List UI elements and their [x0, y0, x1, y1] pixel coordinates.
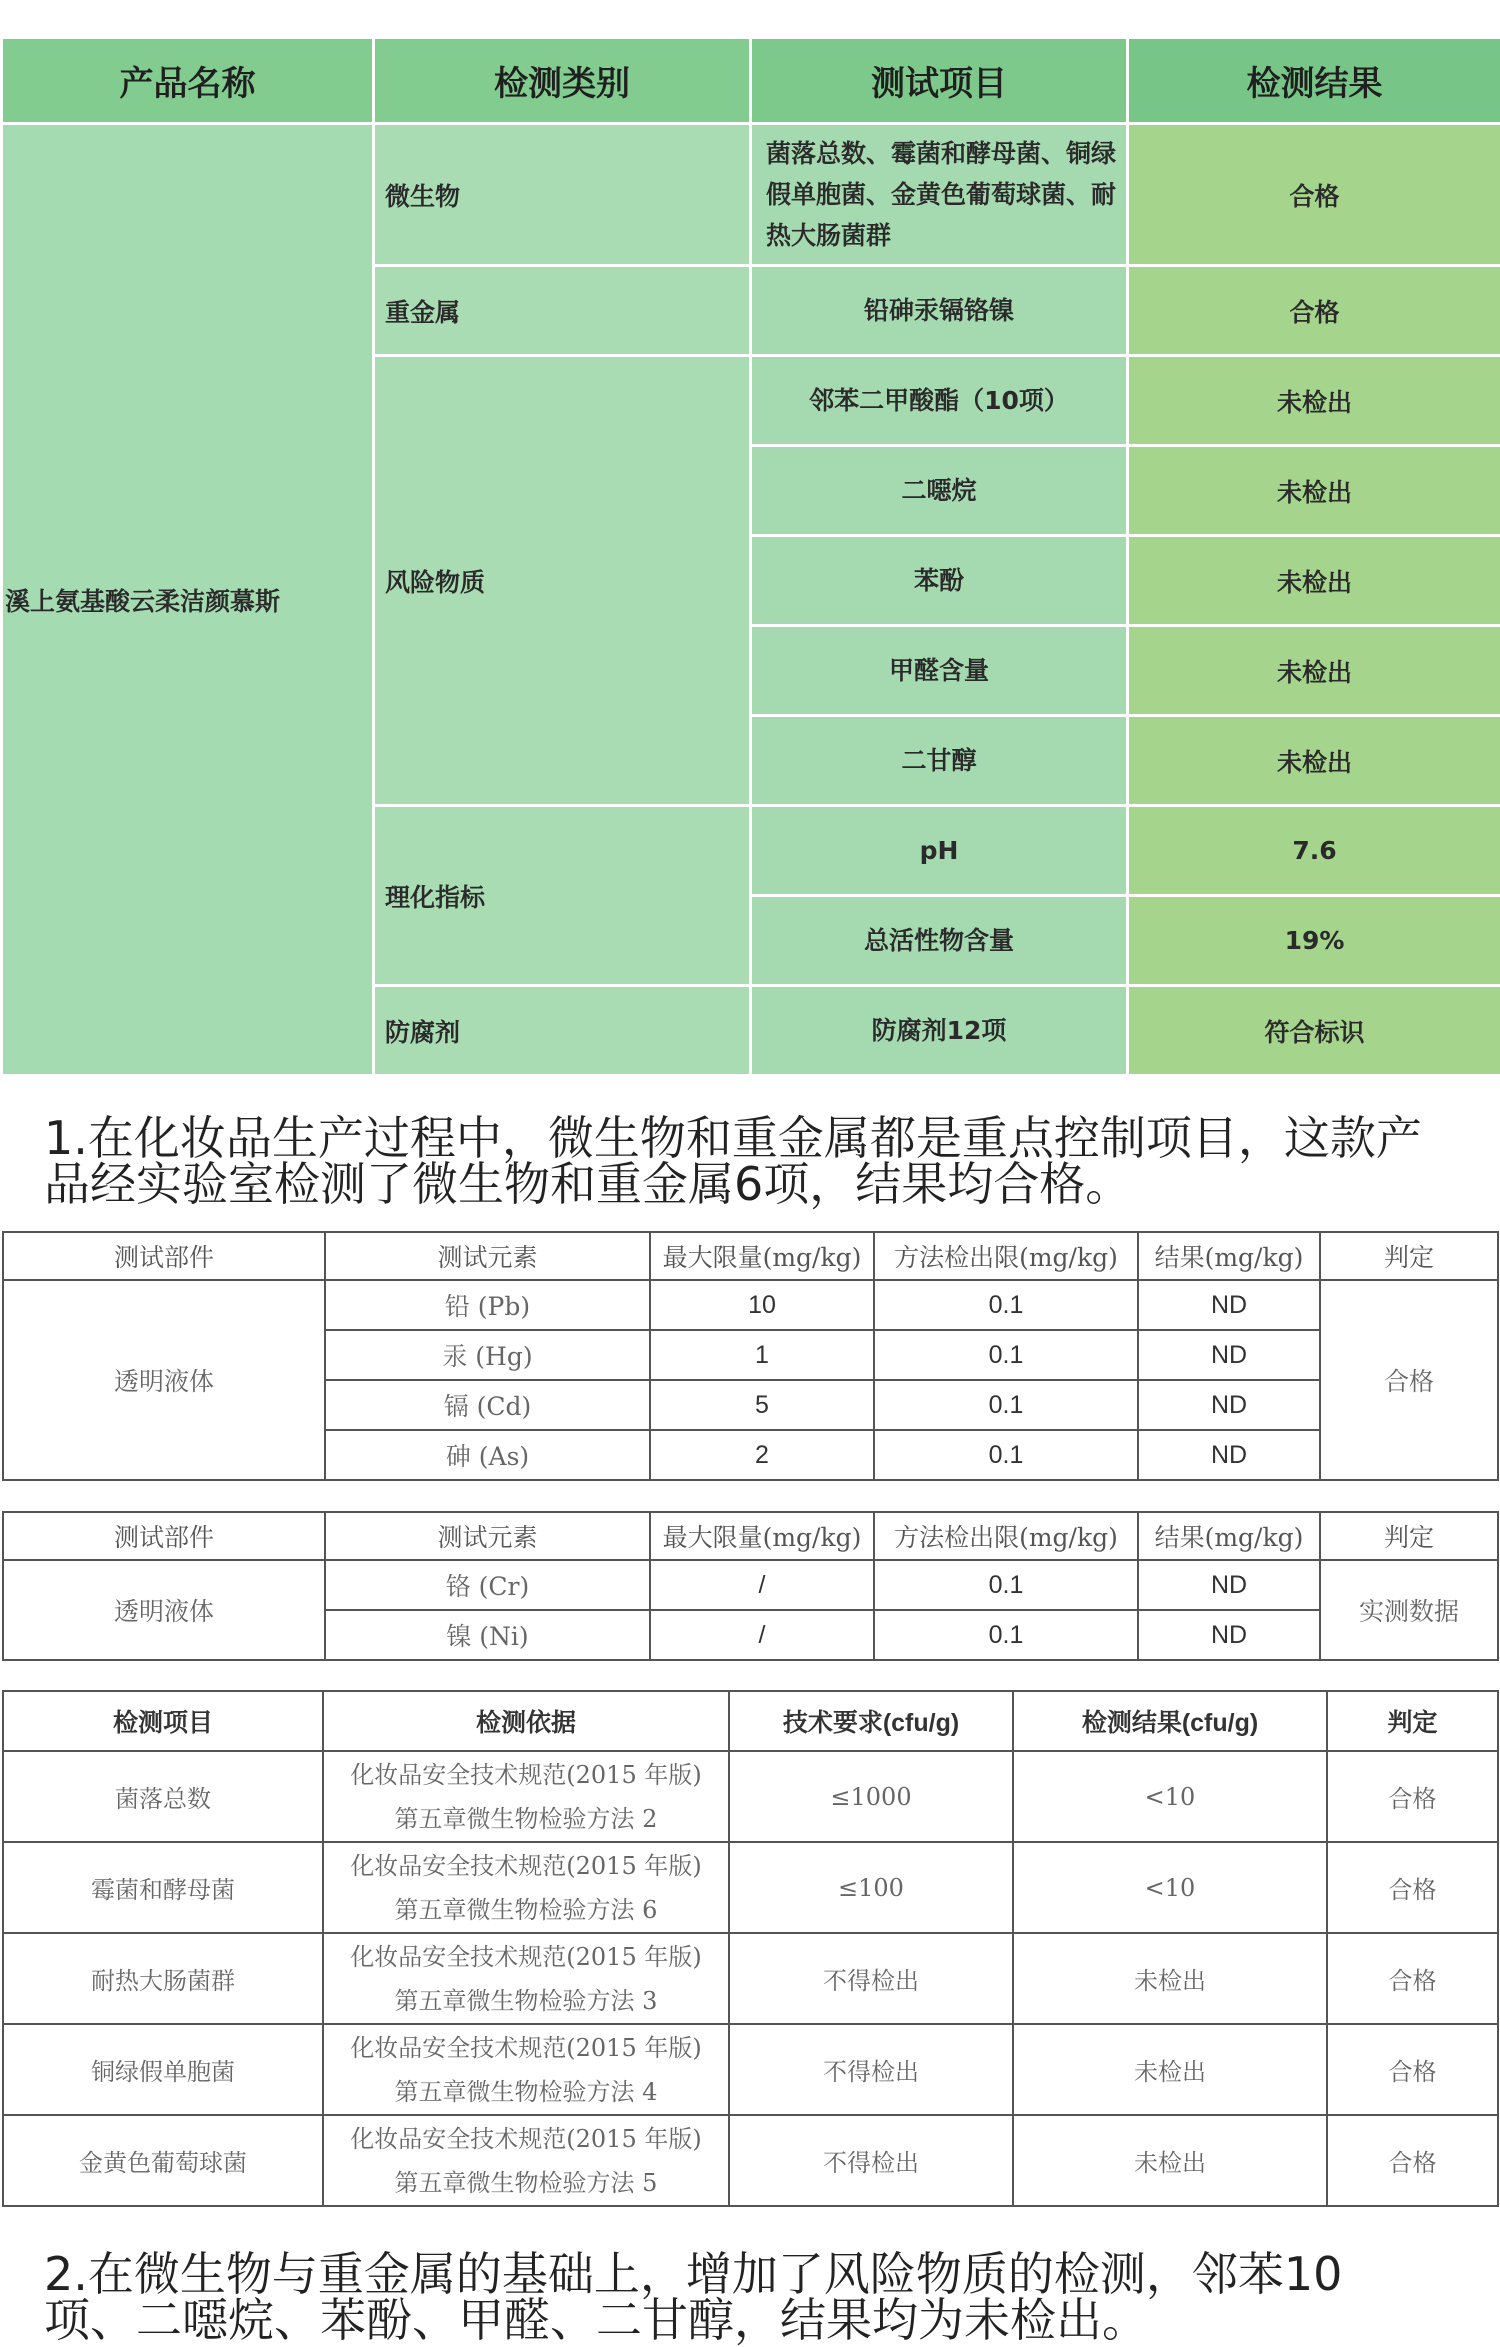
- element-cell: 镍 (Ni): [325, 1610, 650, 1660]
- header-verdict: 判定: [1320, 1512, 1498, 1560]
- item-cell: 霉菌和酵母菌: [3, 1842, 323, 1933]
- category-risk: 风险物质: [374, 356, 751, 806]
- test-result-cell: 合格: [1128, 124, 1500, 266]
- result-cell: ND: [1138, 1380, 1320, 1430]
- test-item-cell: 苯酚: [751, 536, 1128, 626]
- test-result-cell: 未检出: [1128, 356, 1500, 446]
- header-test-element: 测试元素: [325, 1232, 650, 1280]
- header-result: 结果(mg/kg): [1138, 1232, 1320, 1280]
- element-cell: 镉 (Cd): [325, 1380, 650, 1430]
- header-product-name: 产品名称: [2, 38, 374, 124]
- heavy-metal-table-2: [2, 1511, 1499, 1661]
- verdict-cell: 合格: [1327, 1751, 1498, 1842]
- table-row: [3, 2115, 1498, 2206]
- basis-line-2: 第五章微生物检验方法 5: [324, 2161, 728, 2205]
- basis-line-2: 第五章微生物检验方法 3: [324, 1979, 728, 2023]
- basis-cell: [323, 1933, 729, 2024]
- header-test-result: 检测结果: [1128, 38, 1500, 124]
- limit-cell: 1: [650, 1330, 874, 1380]
- result-cell: <10: [1013, 1751, 1327, 1842]
- header-test-category: 检测类别: [374, 38, 751, 124]
- heading-2-line-2: 项、二噁烷、苯酚、甲醛、二甘醇，结果均为未检出。: [44, 2297, 1464, 2343]
- header-test-item: 测试项目: [751, 38, 1128, 124]
- requirement-cell: ≤1000: [729, 1751, 1013, 1842]
- basis-line-1: 化妆品安全技术规范(2015 年版): [324, 1935, 728, 1979]
- summary-header-row: [2, 38, 1500, 124]
- basis-cell: [323, 1751, 729, 1842]
- item-cell: 耐热大肠菌群: [3, 1933, 323, 2024]
- basis-cell: [323, 1842, 729, 1933]
- header-test-part: 测试部件: [3, 1512, 325, 1560]
- result-cell: ND: [1138, 1330, 1320, 1380]
- basis-line-1: 化妆品安全技术规范(2015 年版): [324, 1753, 728, 1797]
- header-tech-requirement: 技术要求(cfu/g): [729, 1691, 1013, 1751]
- element-cell: 铅 (Pb): [325, 1280, 650, 1330]
- table-row: [3, 1280, 1498, 1330]
- test-item-cell: 铅砷汞镉铬镍: [751, 266, 1128, 356]
- header-max-limit: 最大限量(mg/kg): [650, 1512, 874, 1560]
- limit-cell: /: [650, 1610, 874, 1660]
- header-verdict: 判定: [1327, 1691, 1498, 1751]
- test-item-cell: pH: [751, 806, 1128, 896]
- result-cell: ND: [1138, 1560, 1320, 1610]
- table-header-row: [3, 1232, 1498, 1280]
- test-item-cell: 菌落总数、霉菌和酵母菌、铜绿假单胞菌、金黄色葡萄球菌、耐热大肠菌群: [751, 124, 1128, 266]
- heavy-metal-table-1: [2, 1231, 1499, 1481]
- requirement-cell: 不得检出: [729, 2115, 1013, 2206]
- header-detection-limit: 方法检出限(mg/kg): [874, 1232, 1138, 1280]
- section-heading-2: [44, 2251, 1464, 2343]
- summary-test-table: [0, 36, 1500, 1077]
- test-result-cell: 未检出: [1128, 716, 1500, 806]
- test-part-cell: 透明液体: [3, 1280, 325, 1480]
- test-result-cell: 未检出: [1128, 446, 1500, 536]
- header-test-item: 检测项目: [3, 1691, 323, 1751]
- test-result-cell: 未检出: [1128, 536, 1500, 626]
- requirement-cell: ≤100: [729, 1842, 1013, 1933]
- test-result-cell: 19%: [1128, 896, 1500, 986]
- category-heavy-metal: 重金属: [374, 266, 751, 356]
- section-heading-1: [44, 1115, 1464, 1207]
- item-cell: 菌落总数: [3, 1751, 323, 1842]
- element-cell: 铬 (Cr): [325, 1560, 650, 1610]
- verdict-cell: 合格: [1327, 1933, 1498, 2024]
- table-row: [3, 1933, 1498, 2024]
- table-row: [3, 1560, 1498, 1610]
- product-name-cell: 溪上氨基酸云柔洁颜慕斯: [2, 124, 374, 1076]
- verdict-cell: 实测数据: [1320, 1560, 1498, 1660]
- result-cell: <10: [1013, 1842, 1327, 1933]
- test-result-cell: 未检出: [1128, 626, 1500, 716]
- header-result: 结果(mg/kg): [1138, 1512, 1320, 1560]
- item-cell: 金黄色葡萄球菌: [3, 2115, 323, 2206]
- result-cell: 未检出: [1013, 1933, 1327, 2024]
- category-preservative: 防腐剂: [374, 986, 751, 1076]
- requirement-cell: 不得检出: [729, 2024, 1013, 2115]
- test-item-cell: 总活性物含量: [751, 896, 1128, 986]
- basis-line-2: 第五章微生物检验方法 4: [324, 2070, 728, 2114]
- header-test-part: 测试部件: [3, 1232, 325, 1280]
- result-cell: 未检出: [1013, 2115, 1327, 2206]
- basis-line-1: 化妆品安全技术规范(2015 年版): [324, 2117, 728, 2161]
- limit-cell: 10: [650, 1280, 874, 1330]
- detection-cell: 0.1: [874, 1430, 1138, 1480]
- test-part-cell: 透明液体: [3, 1560, 325, 1660]
- heading-2-line-1: 2.在微生物与重金属的基础上，增加了风险物质的检测，邻苯10: [44, 2251, 1464, 2297]
- result-cell: ND: [1138, 1430, 1320, 1480]
- table-header-row: [3, 1691, 1498, 1751]
- table-header-row: [3, 1512, 1498, 1560]
- limit-cell: 2: [650, 1430, 874, 1480]
- basis-line-1: 化妆品安全技术规范(2015 年版): [324, 2026, 728, 2070]
- test-item-cell: 防腐剂12项: [751, 986, 1128, 1076]
- basis-line-1: 化妆品安全技术规范(2015 年版): [324, 1844, 728, 1888]
- test-item-cell: 甲醛含量: [751, 626, 1128, 716]
- verdict-cell: 合格: [1320, 1280, 1498, 1480]
- category-microbe: 微生物: [374, 124, 751, 266]
- test-item-cell: 二噁烷: [751, 446, 1128, 536]
- table-row: [3, 1751, 1498, 1842]
- requirement-cell: 不得检出: [729, 1933, 1013, 2024]
- header-max-limit: 最大限量(mg/kg): [650, 1232, 874, 1280]
- heading-1-line-1: 1.在化妆品生产过程中，微生物和重金属都是重点控制项目，这款产: [44, 1115, 1464, 1161]
- verdict-cell: 合格: [1327, 2024, 1498, 2115]
- header-test-result: 检测结果(cfu/g): [1013, 1691, 1327, 1751]
- test-item-cell: 邻苯二甲酸酯（10项）: [751, 356, 1128, 446]
- table-row: [3, 1842, 1498, 1933]
- header-test-basis: 检测依据: [323, 1691, 729, 1751]
- basis-cell: [323, 2115, 729, 2206]
- header-test-element: 测试元素: [325, 1512, 650, 1560]
- item-cell: 铜绿假单胞菌: [3, 2024, 323, 2115]
- microbe-test-table: [2, 1690, 1499, 2207]
- verdict-cell: 合格: [1327, 1842, 1498, 1933]
- heading-1-line-2: 品经实验室检测了微生物和重金属6项，结果均合格。: [44, 1161, 1464, 1207]
- test-result-cell: 7.6: [1128, 806, 1500, 896]
- basis-line-2: 第五章微生物检验方法 6: [324, 1888, 728, 1932]
- limit-cell: /: [650, 1560, 874, 1610]
- category-physchem: 理化指标: [374, 806, 751, 986]
- detection-cell: 0.1: [874, 1380, 1138, 1430]
- result-cell: 未检出: [1013, 2024, 1327, 2115]
- test-result-cell: 合格: [1128, 266, 1500, 356]
- result-cell: ND: [1138, 1280, 1320, 1330]
- basis-cell: [323, 2024, 729, 2115]
- summary-row: [2, 124, 1500, 266]
- element-cell: 汞 (Hg): [325, 1330, 650, 1380]
- limit-cell: 5: [650, 1380, 874, 1430]
- verdict-cell: 合格: [1327, 2115, 1498, 2206]
- result-cell: ND: [1138, 1610, 1320, 1660]
- basis-line-2: 第五章微生物检验方法 2: [324, 1797, 728, 1841]
- detection-cell: 0.1: [874, 1560, 1138, 1610]
- detection-cell: 0.1: [874, 1280, 1138, 1330]
- test-item-cell: 二甘醇: [751, 716, 1128, 806]
- table-row: [3, 2024, 1498, 2115]
- detection-cell: 0.1: [874, 1330, 1138, 1380]
- header-detection-limit: 方法检出限(mg/kg): [874, 1512, 1138, 1560]
- element-cell: 砷 (As): [325, 1430, 650, 1480]
- test-result-cell: 符合标识: [1128, 986, 1500, 1076]
- detection-cell: 0.1: [874, 1610, 1138, 1660]
- header-verdict: 判定: [1320, 1232, 1498, 1280]
